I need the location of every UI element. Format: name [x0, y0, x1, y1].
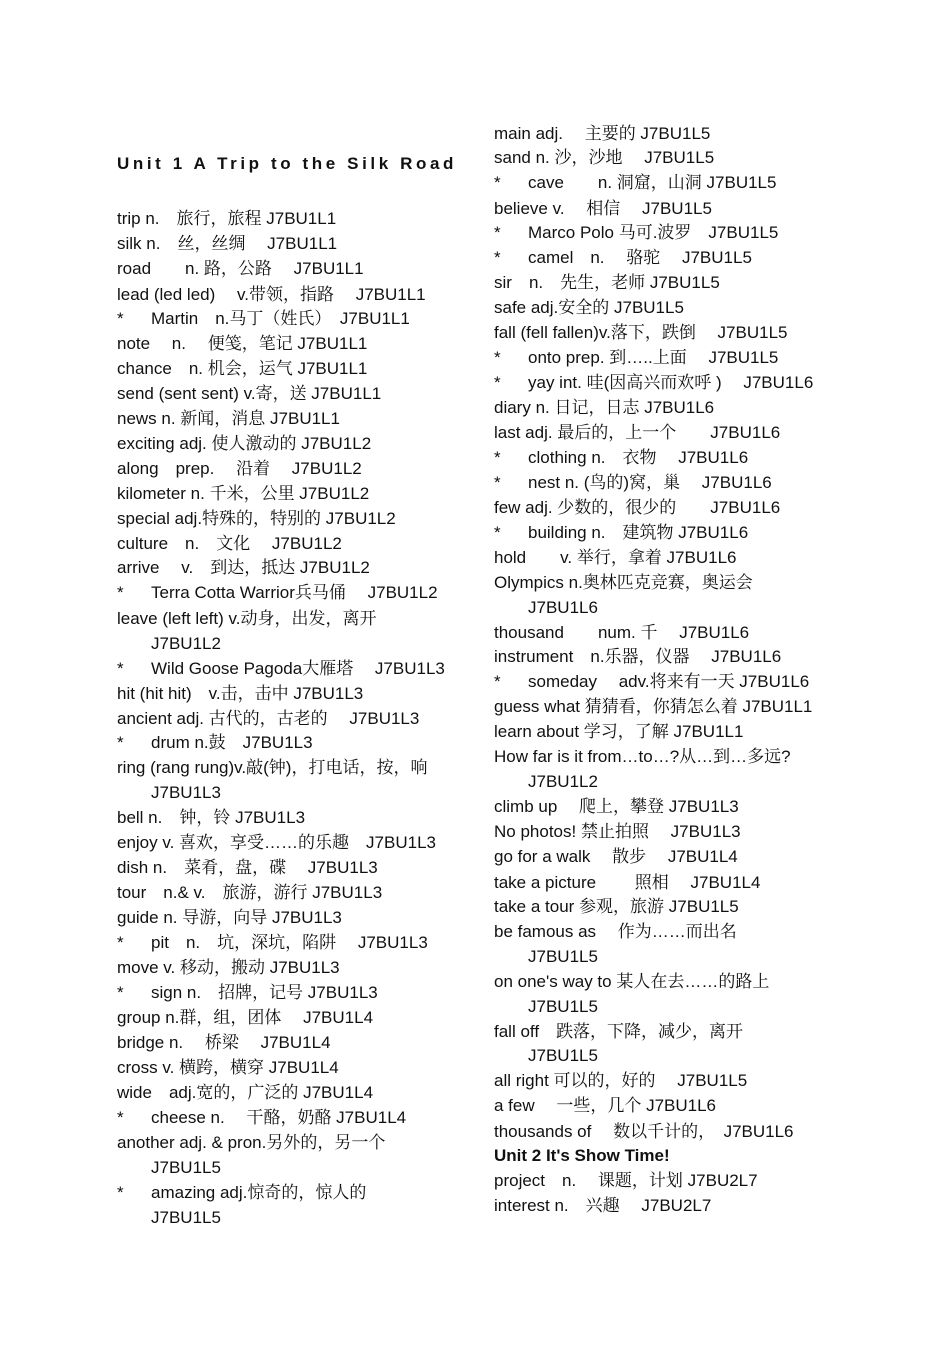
vocab-entry: sand n. 沙，沙地 J7BU1L5: [494, 148, 715, 167]
vocab-entry: fall (fell fallen)v.落下，跌倒 J7BU1L5: [494, 323, 788, 342]
vocab-entry: send (sent sent) v.寄，送 J7BU1L1: [117, 384, 382, 403]
vocab-entry-starred: * building n. 建筑物 J7BU1L6: [494, 523, 749, 542]
phrase-entry-continuation: J7BU1L5: [528, 947, 598, 966]
vocab-entry: project n. 课题，计划 J7BU2L7: [494, 1171, 758, 1190]
vocab-entry: ring (rang rung)v.敲(钟)，打电话，按，响: [117, 758, 428, 777]
vocab-entry-continuation: J7BU1L5: [151, 1208, 221, 1227]
vocab-entry: lead (led led) v.带领，指路 J7BU1L1: [117, 285, 426, 304]
vocab-entry-starred: * camel n. 骆驼 J7BU1L5: [494, 248, 752, 267]
vocab-entry: Olympics n.奥林匹克竞赛，奥运会: [494, 573, 753, 592]
vocab-entry: bell n. 钟，铃 J7BU1L3: [117, 808, 306, 827]
vocab-entry: enjoy v. 喜欢，享受……的乐趣 J7BU1L3: [117, 833, 436, 852]
vocab-entry: note n. 便笺，笔记 J7BU1L1: [117, 334, 368, 353]
phrase-entry: a few 一些，几个 J7BU1L6: [494, 1096, 717, 1115]
vocab-entry-starred: * pit n. 坑，深坑，陷阱 J7BU1L3: [117, 933, 428, 952]
vocab-entry: believe v. 相信 J7BU1L5: [494, 199, 712, 218]
vocab-entry: interest n. 兴趣 J7BU2L7: [494, 1196, 712, 1215]
vocab-entry: ancient adj. 古代的，古老的 J7BU1L3: [117, 709, 420, 728]
vocab-entry-starred: * onto prep. 到…..上面 J7BU1L5: [494, 348, 779, 367]
vocab-entry-continuation: J7BU1L3: [151, 783, 221, 802]
unit-1-title: Unit 1 A Trip to the Silk Road: [117, 154, 458, 173]
vocab-entry-starred: * cheese n. 干酪，奶酪 J7BU1L4: [117, 1108, 407, 1127]
vocab-entry-continuation: J7BU1L2: [151, 634, 221, 653]
phrase-entry-continuation: J7BU1L2: [528, 772, 598, 791]
phrase-entry: on one's way to 某人在去……的路上: [494, 972, 770, 991]
vocab-entry: news n. 新闻，消息 J7BU1L1: [117, 409, 340, 428]
phrase-entry-continuation: J7BU1L5: [528, 1046, 598, 1065]
vocab-entry: bridge n. 桥梁 J7BU1L4: [117, 1033, 331, 1052]
phrase-entry: go for a walk 散步 J7BU1L4: [494, 847, 738, 866]
vocab-entry: safe adj.安全的 J7BU1L5: [494, 298, 684, 317]
vocab-entry: group n.群，组，团体 J7BU1L4: [117, 1008, 374, 1027]
phrase-entry: take a picture 照相 J7BU1L4: [494, 873, 761, 892]
vocab-entry: guide n. 导游，向导 J7BU1L3: [117, 908, 342, 927]
phrase-entry: take a tour 参观，旅游 J7BU1L5: [494, 897, 739, 916]
vocab-entry: kilometer n. 千米，公里 J7BU1L2: [117, 484, 370, 503]
phrase-entry-continuation: J7BU1L5: [528, 997, 598, 1016]
vocab-entry: culture n. 文化 J7BU1L2: [117, 534, 342, 553]
vocab-entry: chance n. 机会，运气 J7BU1L1: [117, 359, 368, 378]
phrase-entry: climb up 爬上，攀登 J7BU1L3: [494, 797, 739, 816]
vocab-entry: cross v. 横跨，横穿 J7BU1L4: [117, 1058, 339, 1077]
vocab-entry: wide adj.宽的，广泛的 J7BU1L4: [117, 1083, 374, 1102]
vocab-entry: instrument n.乐器，仪器 J7BU1L6: [494, 647, 782, 666]
vocab-entry-continuation: J7BU1L6: [528, 598, 598, 617]
vocab-entry: silk n. 丝，丝绸 J7BU1L1: [117, 234, 338, 253]
vocab-entry-starred: * amazing adj.惊奇的，惊人的: [117, 1183, 367, 1202]
vocab-entry-starred: * Martin n.马丁（姓氏） J7BU1L1: [117, 309, 410, 328]
vocab-entry: tour n.& v. 旅游，游行 J7BU1L3: [117, 883, 383, 902]
vocab-entry: special adj.特殊的，特别的 J7BU1L2: [117, 509, 396, 528]
vocab-entry: dish n. 菜肴，盘，碟 J7BU1L3: [117, 858, 378, 877]
vocab-entry: another adj. & pron.另外的，另一个: [117, 1133, 386, 1152]
vocab-entry-starred: * Terra Cotta Warrior兵马俑 J7BU1L2: [117, 583, 438, 602]
vocab-entry: last adj. 最后的，上一个 J7BU1L6: [494, 423, 781, 442]
vocab-entry-starred: * Marco Polo 马可.波罗 J7BU1L5: [494, 223, 779, 242]
vocab-entry-starred: * drum n.鼓 J7BU1L3: [117, 733, 313, 752]
vocab-entry: main adj. 主要的 J7BU1L5: [494, 124, 711, 143]
vocab-entry: arrive v. 到达，抵达 J7BU1L2: [117, 558, 370, 577]
vocab-entry-starred: * nest n. (鸟的)窝，巢 J7BU1L6: [494, 473, 772, 492]
phrase-entry: How far is it from…to…?从…到…多远?: [494, 747, 791, 766]
vocab-entry: few adj. 少数的，很少的 J7BU1L6: [494, 498, 781, 517]
vocab-entry: hold v. 举行，拿着 J7BU1L6: [494, 548, 737, 567]
phrase-entry: learn about 学习，了解 J7BU1L1: [494, 722, 744, 741]
vocab-entry: move v. 移动，搬动 J7BU1L3: [117, 958, 340, 977]
vocab-entry-starred: * someday adv.将来有一天 J7BU1L6: [494, 672, 810, 691]
unit-2-heading: Unit 2 It's Show Time!: [494, 1146, 670, 1165]
vocab-entry: trip n. 旅行，旅程 J7BU1L1: [117, 209, 337, 228]
vocab-entry-starred: * cave n. 洞窟，山洞 J7BU1L5: [494, 173, 777, 192]
vocab-entry: thousand num. 千 J7BU1L6: [494, 623, 750, 642]
vocab-entry: sir n. 先生，老师 J7BU1L5: [494, 273, 720, 292]
vocab-entry-starred: * Wild Goose Pagoda大雁塔 J7BU1L3: [117, 659, 445, 678]
phrase-entry: thousands of 数以千计的， J7BU1L6: [494, 1122, 794, 1141]
vocab-entry-starred: * yay int. 哇(因高兴而欢呼 ) J7BU1L6: [494, 373, 814, 392]
phrase-entry: be famous as 作为……而出名: [494, 922, 737, 941]
vocab-entry-continuation: J7BU1L5: [151, 1158, 221, 1177]
vocab-entry: hit (hit hit) v.击，击中 J7BU1L3: [117, 684, 364, 703]
phrase-entry: fall off 跌落，下降，减少，离开: [494, 1022, 744, 1041]
vocab-entry-starred: * clothing n. 衣物 J7BU1L6: [494, 448, 749, 467]
vocab-entry: road n. 路，公路 J7BU1L1: [117, 259, 364, 278]
vocab-entry: exciting adj. 使人激动的 J7BU1L2: [117, 434, 372, 453]
phrase-entry: all right 可以的，好的 J7BU1L5: [494, 1071, 748, 1090]
vocab-entry: diary n. 日记，日志 J7BU1L6: [494, 398, 715, 417]
vocab-entry: along prep. 沿着 J7BU1L2: [117, 459, 362, 478]
phrase-entry: guess what 猜猜看，你猜怎么着 J7BU1L1: [494, 697, 813, 716]
phrase-entry: No photos! 禁止拍照 J7BU1L3: [494, 822, 741, 841]
vocab-entry-starred: * sign n. 招牌，记号 J7BU1L3: [117, 983, 378, 1002]
vocab-entry: leave (left left) v.动身，出发，离开: [117, 609, 377, 628]
